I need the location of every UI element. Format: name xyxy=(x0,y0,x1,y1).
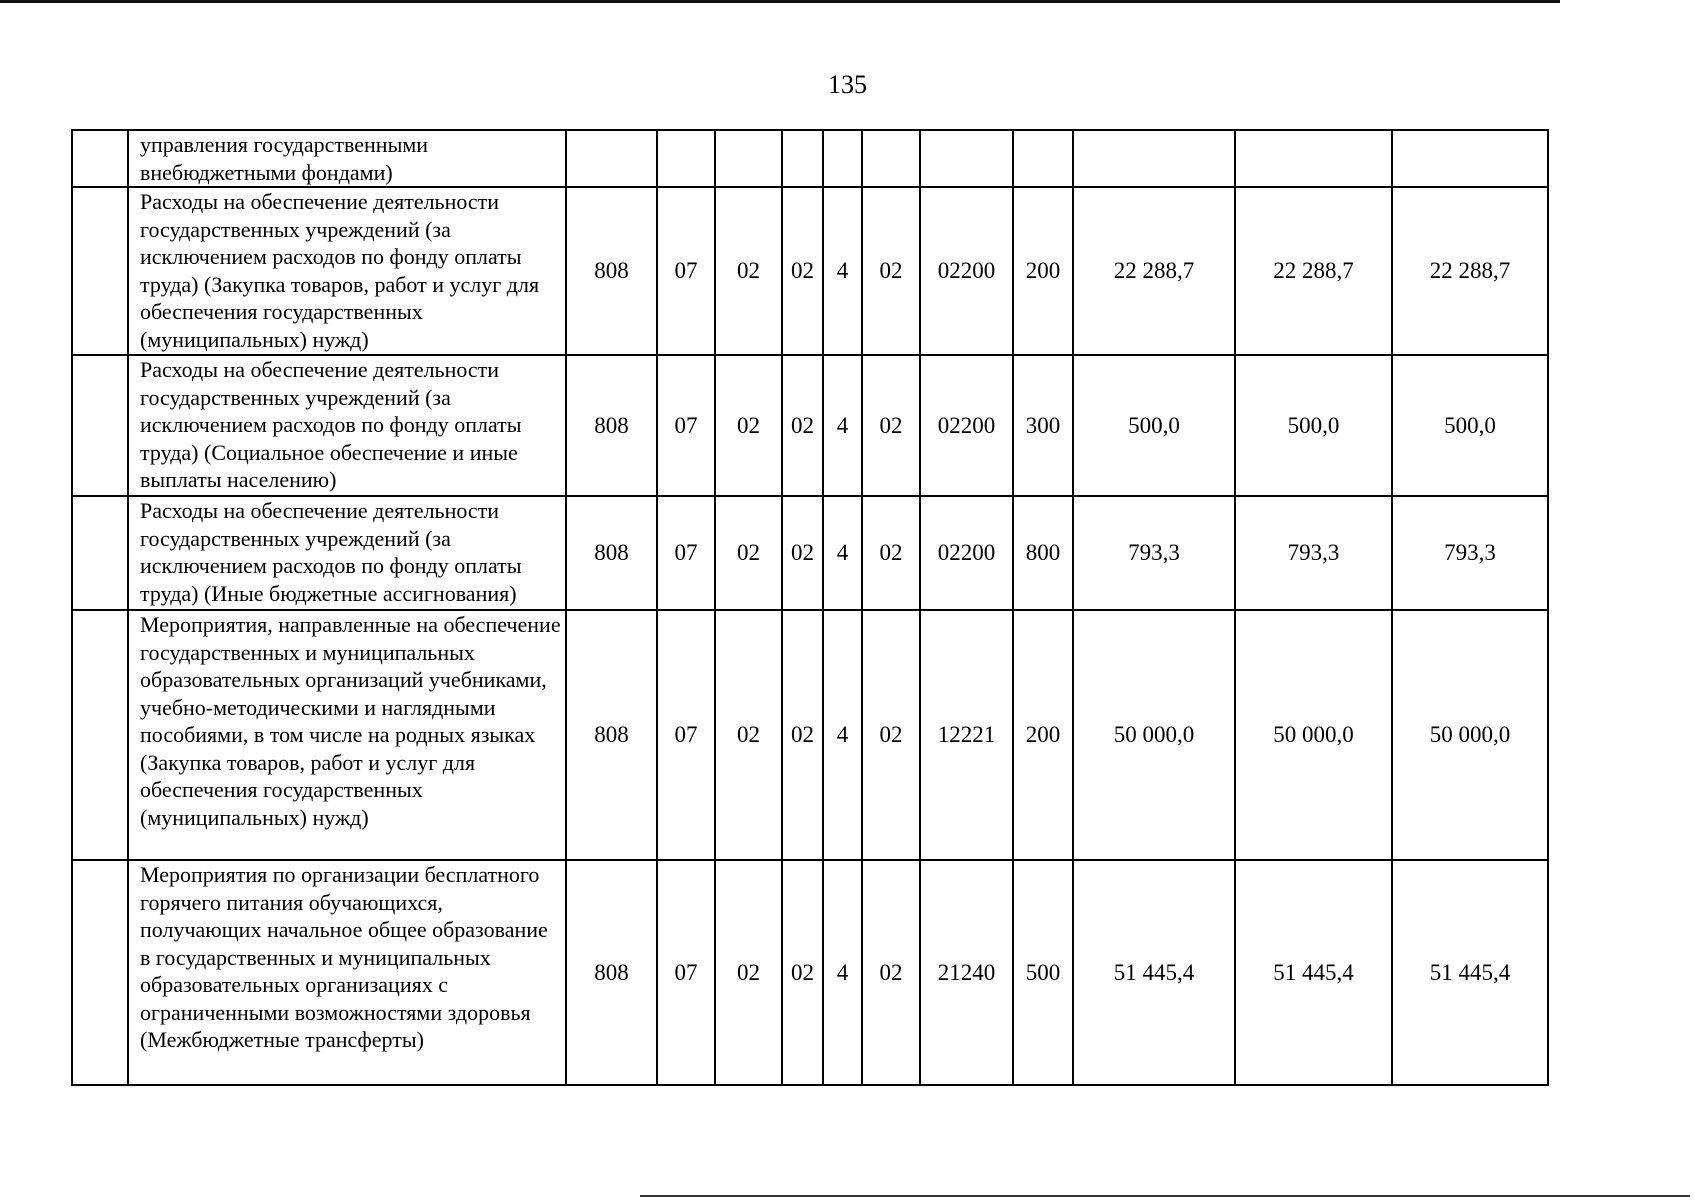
table-row xyxy=(72,860,1548,1085)
subsection-code-cell: 02 xyxy=(715,187,782,355)
program-type-code-cell: 4 xyxy=(823,355,862,496)
description-cell: управления государственными внебюджетными фондами) xyxy=(128,130,566,187)
amount-cell-3 xyxy=(1392,130,1548,187)
amount-cell-1: 51 445,4 xyxy=(1073,860,1235,1085)
subprogram-code-cell: 02 xyxy=(862,355,920,496)
row-number-cell xyxy=(72,355,128,496)
direction-code-cell xyxy=(920,130,1013,187)
expense-type-code-cell: 500 xyxy=(1013,860,1073,1085)
table-row xyxy=(72,355,1548,496)
section-code-cell: 07 xyxy=(657,610,715,860)
amount-cell-3: 50 000,0 xyxy=(1392,610,1548,860)
amount-cell-1: 500,0 xyxy=(1073,355,1235,496)
amount-cell-3: 22 288,7 xyxy=(1392,187,1548,355)
ministry-code-cell: 808 xyxy=(566,610,657,860)
ministry-code-cell: 808 xyxy=(566,187,657,355)
program-code-cell: 02 xyxy=(782,187,823,355)
subsection-code-cell xyxy=(715,130,782,187)
subprogram-code-cell: 02 xyxy=(862,187,920,355)
program-code-cell: 02 xyxy=(782,355,823,496)
budget-table xyxy=(71,129,1549,1086)
top-border-line xyxy=(0,0,1560,3)
description-cell: Расходы на обеспечение деятельности государственных учреждений (за исключением расходов по фонду оплаты труда) (Закупка товаров, работ и услуг для обеспечения государственных (муниципальных) нужд) xyxy=(128,187,566,355)
table-row xyxy=(72,130,1548,187)
amount-cell-2: 50 000,0 xyxy=(1235,610,1392,860)
description-cell: Расходы на обеспечение деятельности государственных учреждений (за исключением расходов по фонду оплаты труда) (Социальное обеспечение и иные выплаты населению) xyxy=(128,355,566,496)
direction-code-cell: 21240 xyxy=(920,860,1013,1085)
description-cell: Мероприятия, направленные на обеспечение государственных и муниципальных образовательных организаций учебниками, учебно-методическими и наглядными пособиями, в том числе на родных языках (Закупка товаров, работ и услуг для обеспечения государственных (муниципальных) нужд) xyxy=(128,610,566,860)
subprogram-code-cell xyxy=(862,130,920,187)
subsection-code-cell: 02 xyxy=(715,860,782,1085)
program-type-code-cell: 4 xyxy=(823,496,862,610)
program-type-code-cell xyxy=(823,130,862,187)
description-cell: Расходы на обеспечение деятельности государственных учреждений (за исключением расходов по фонду оплаты труда) (Иные бюджетные ассигнования) xyxy=(128,496,566,610)
table-row xyxy=(72,187,1548,355)
ministry-code-cell: 808 xyxy=(566,355,657,496)
description-cell: Мероприятия по организации бесплатного горячего питания обучающихся, получающих начальное общее образование в государственных и муниципальных образовательных организациях с ограниченными возможностями здоровья (Межбюджетные трансферты) xyxy=(128,860,566,1085)
page-number: 135 xyxy=(828,70,867,99)
amount-cell-2: 500,0 xyxy=(1235,355,1392,496)
bottom-border-line xyxy=(640,1195,1690,1197)
section-code-cell: 07 xyxy=(657,187,715,355)
amount-cell-2: 51 445,4 xyxy=(1235,860,1392,1085)
subsection-code-cell: 02 xyxy=(715,355,782,496)
subsection-code-cell: 02 xyxy=(715,496,782,610)
row-number-cell xyxy=(72,187,128,355)
section-code-cell: 07 xyxy=(657,860,715,1085)
program-code-cell: 02 xyxy=(782,496,823,610)
subprogram-code-cell: 02 xyxy=(862,860,920,1085)
row-number-cell xyxy=(72,610,128,860)
section-code-cell xyxy=(657,130,715,187)
amount-cell-1 xyxy=(1073,130,1235,187)
row-number-cell xyxy=(72,130,128,187)
program-type-code-cell: 4 xyxy=(823,860,862,1085)
expense-type-code-cell: 300 xyxy=(1013,355,1073,496)
section-code-cell: 07 xyxy=(657,355,715,496)
direction-code-cell: 12221 xyxy=(920,610,1013,860)
ministry-code-cell: 808 xyxy=(566,860,657,1085)
expense-type-code-cell xyxy=(1013,130,1073,187)
amount-cell-2: 22 288,7 xyxy=(1235,187,1392,355)
expense-type-code-cell: 800 xyxy=(1013,496,1073,610)
amount-cell-3: 51 445,4 xyxy=(1392,860,1548,1085)
program-type-code-cell: 4 xyxy=(823,610,862,860)
subsection-code-cell: 02 xyxy=(715,610,782,860)
expense-type-code-cell: 200 xyxy=(1013,610,1073,860)
direction-code-cell: 02200 xyxy=(920,496,1013,610)
amount-cell-1: 50 000,0 xyxy=(1073,610,1235,860)
expense-type-code-cell: 200 xyxy=(1013,187,1073,355)
amount-cell-2: 793,3 xyxy=(1235,496,1392,610)
row-number-cell xyxy=(72,496,128,610)
row-number-cell xyxy=(72,860,128,1085)
program-code-cell: 02 xyxy=(782,860,823,1085)
amount-cell-1: 22 288,7 xyxy=(1073,187,1235,355)
table-row xyxy=(72,610,1548,860)
subprogram-code-cell: 02 xyxy=(862,496,920,610)
amount-cell-1: 793,3 xyxy=(1073,496,1235,610)
amount-cell-2 xyxy=(1235,130,1392,187)
amount-cell-3: 500,0 xyxy=(1392,355,1548,496)
program-type-code-cell: 4 xyxy=(823,187,862,355)
amount-cell-3: 793,3 xyxy=(1392,496,1548,610)
subprogram-code-cell: 02 xyxy=(862,610,920,860)
program-code-cell xyxy=(782,130,823,187)
direction-code-cell: 02200 xyxy=(920,355,1013,496)
ministry-code-cell xyxy=(566,130,657,187)
ministry-code-cell: 808 xyxy=(566,496,657,610)
section-code-cell: 07 xyxy=(657,496,715,610)
table-row xyxy=(72,496,1548,610)
program-code-cell: 02 xyxy=(782,610,823,860)
direction-code-cell: 02200 xyxy=(920,187,1013,355)
